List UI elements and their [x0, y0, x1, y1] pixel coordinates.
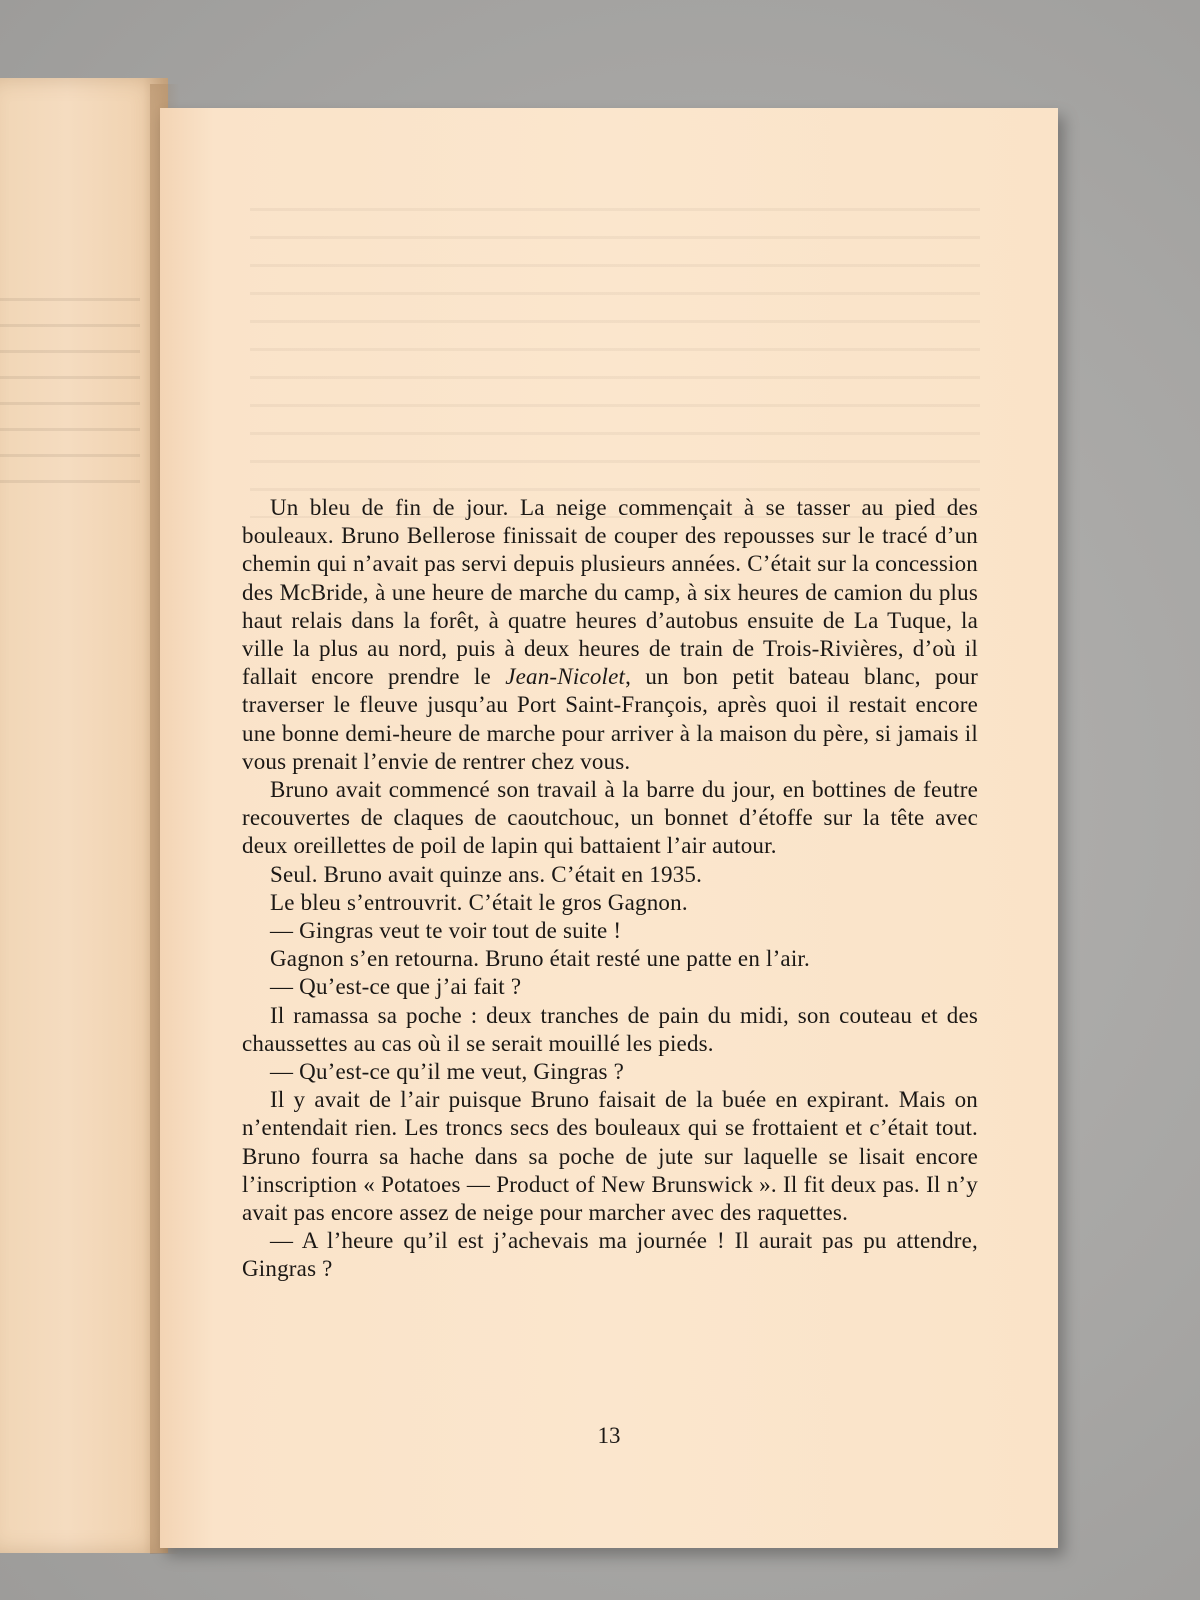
dialogue-line: — Gingras veut te voir tout de suite ! — [270, 918, 622, 944]
ship-name: Jean-Nicolet — [505, 664, 626, 690]
right-page — [160, 108, 1058, 1548]
dialogue-line: — Qu’est-ce que j’ai fait ? — [270, 974, 522, 1000]
paragraph: Il ramassa sa poche : deux tranches de pain du midi, son couteau et des chaussettes au cas où il se serait mouillé les pieds. — [242, 1002, 978, 1056]
dialogue-line: — A l’heure qu’il est j’achevais ma journée ! Il aurait pas pu attendre, Gingras ? — [242, 1228, 978, 1282]
paragraph: Gagnon s’en retourna. Bruno était resté une patte en l’air. — [270, 946, 810, 972]
paragraph: Seul. Bruno avait quinze ans. C’était en 1935. — [270, 861, 703, 887]
paragraph: Un bleu de fin de jour. La neige commençait à se tasser au pied des bouleaux. Bruno Bellerose finissait de couper des repousses sur le tracé d’un chemin qui n’avait pas servi depuis plusieurs années. C’était sur la concession des McBride, à une heure de marche du camp, à six heures de camion du plus haut relais dans la forêt, à quatre heures d’autobus ensuite de La Tuque, la ville la plus au nord, puis à deux heures de train de Trois-Rivières, d’où il fallait encore prendre le Jean-Nicolet, un bon petit bateau blanc, pour traverser le fleuve jusqu’au Port Saint-François, après quoi il restait encore une bonne demi-heure de marche pour arriver à la maison du père, si jamais il vous prenait l’envie de rentrer chez vous. — [242, 495, 978, 774]
paragraph: Bruno avait commencé son travail à la barre du jour, en bottines de feutre recouvertes de claques de caoutchouc, un bonnet d’étoffe sur la tête avec deux oreillettes de poil de lapin qui battaient l’air autour. — [242, 777, 978, 859]
body-text — [242, 494, 978, 1284]
page-number: 13 — [597, 1423, 621, 1448]
paragraph: Il y avait de l’air puisque Bruno faisait de la buée en expirant. Mais on n’entendait rien. Les troncs secs des bouleaux qui se frottaient et c’était tout. Bruno fourra sa hache dans sa poche de jute sur laquelle se lisait encore l’inscription « Potatoes — Product of New Brunswick ». Il fit deux pas. Il n’y avait pas encore assez de neige pour marcher avec des raquettes. — [242, 1087, 978, 1226]
left-page — [0, 78, 168, 1553]
left-page-bleed-through — [0, 298, 140, 498]
paragraph: Le bleu s’entrouvrit. C’était le gros Gagnon. — [270, 889, 688, 915]
dialogue-line: — Qu’est-ce qu’il me veut, Gingras ? — [270, 1059, 625, 1085]
reverse-side-show-through — [250, 208, 980, 518]
